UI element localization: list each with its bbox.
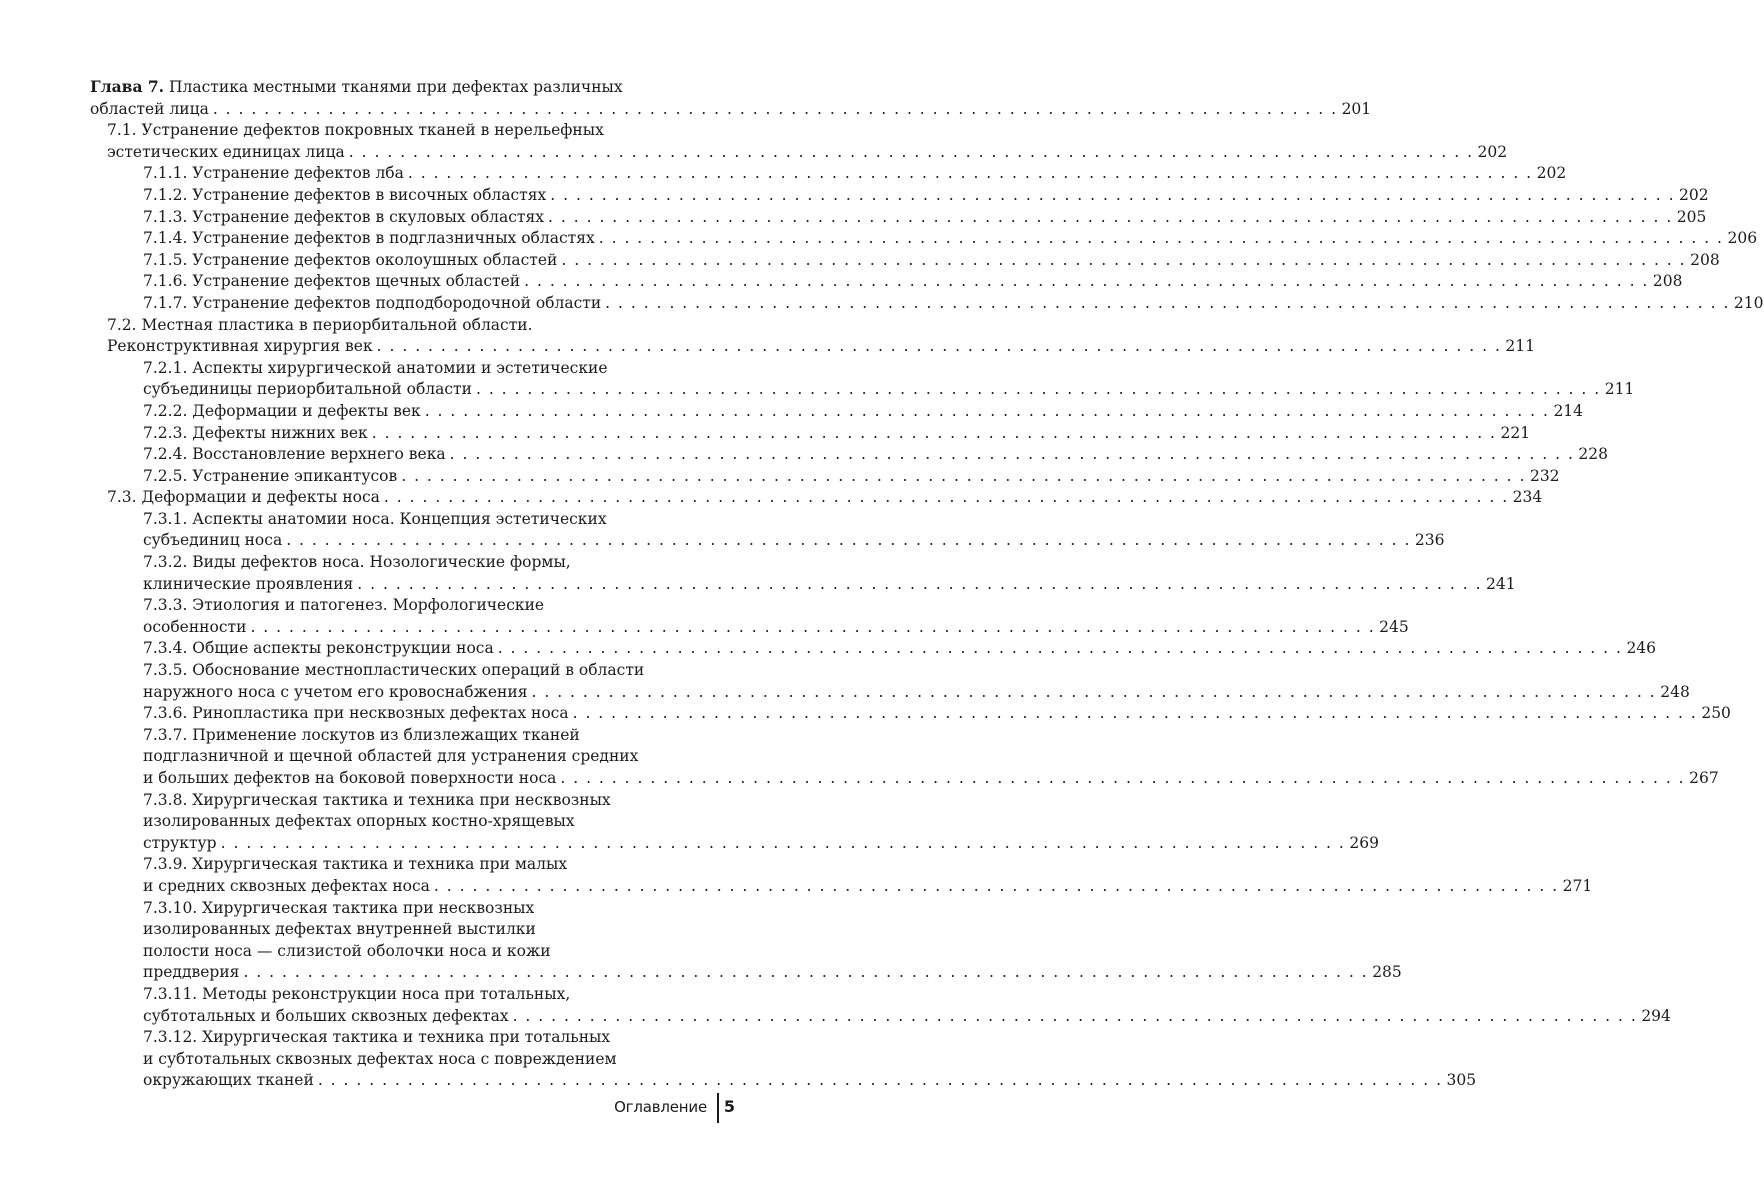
toc-subsection-entry[interactable]	[90, 854, 1593, 897]
toc-subsection-entry[interactable]	[90, 444, 1608, 466]
dot-leader: . . . . . . . . . . . . . . . . . . . . . . . . . . . . . . . . . . . . . . . . . . . . . . . . . . . . . . . . . . . . . . . . . . . . . . . . . . . . . . . . . . . . . . . .	[572, 704, 1698, 723]
toc-subsection-entry[interactable]	[90, 271, 1683, 293]
page-number: 236	[1414, 531, 1445, 550]
toc-line	[143, 552, 720, 574]
folio-number: 5	[723, 1097, 735, 1116]
dot-leader: . . . . . . . . . . . . . . . . . . . . . . . . . . . . . . . . . . . . . . . . . . . . . . . . . . . . . . . . . . . . . . . . . . . . . . . . . . . . . . . . . . . . . . . .	[286, 531, 1411, 550]
toc-line	[143, 790, 720, 812]
toc-entry-title-line: наружного носа с учетом его кровоснабжения	[143, 682, 528, 701]
toc-line	[143, 185, 1709, 207]
toc-subsection-entry[interactable]	[90, 207, 1707, 229]
toc-line	[143, 1006, 1671, 1028]
page-number: 305	[1446, 1071, 1477, 1090]
toc-line	[143, 271, 1683, 293]
dot-leader: . . . . . . . . . . . . . . . . . . . . . . . . . . . . . . . . . . . . . . . . . . . . . . . . . . . . . . . . . . . . . . . . . . . . . . . . . . . . . . . . . . . . . . . .	[531, 682, 1657, 701]
page-number: 245	[1379, 617, 1409, 636]
toc-entry-title-line: 7.3.6. Ринопластика при несквозных дефектах носа	[143, 704, 569, 723]
toc-entry-title-line: особенности	[143, 617, 247, 636]
dot-leader: . . . . . . . . . . . . . . . . . . . . . . . . . . . . . . . . . . . . . . . . . . . . . . . . . . . . . . . . . . . . . . . . . . . . . . . . . . . . . . . . . . . . . . . .	[424, 401, 1550, 420]
toc-subsection-entry[interactable]	[90, 250, 1720, 272]
toc-line	[143, 207, 1707, 229]
toc-line	[143, 358, 720, 380]
page-number: 267	[1689, 769, 1719, 787]
toc-subsection-entry[interactable]	[90, 790, 1379, 855]
toc-subsection-entry[interactable]	[90, 509, 1445, 552]
toc-entry-title-line: 7.3.4. Общие аспекты реконструкции носа	[143, 639, 494, 658]
toc-entry-title-line: 7.1.3. Устранение дефектов в скуловых областях	[143, 207, 545, 226]
toc-entry-title-line: и субтотальных сквозных дефектах носа с повреждением	[143, 1049, 617, 1068]
toc-entry-title-line: 7.2.1. Аспекты хирургической анатомии и эстетические	[143, 358, 608, 377]
toc-line	[143, 833, 1379, 855]
dot-leader: . . . . . . . . . . . . . . . . . . . . . . . . . . . . . . . . . . . . . . . . . . . . . . . . . . . . . . . . . . . . . . . . . . . . . . . . . . . . . . . . . . . . . . . .	[598, 229, 1724, 248]
toc-entry-title-line: 7.1.7. Устранение дефектов подподбородочной области	[143, 293, 602, 312]
page-number: 202	[1477, 142, 1508, 161]
toc-entry-title-line: Реконструктивная хирургия век	[107, 337, 373, 356]
page-number: 269	[1349, 833, 1379, 852]
toc-line	[143, 746, 720, 768]
toc-line	[143, 163, 1567, 185]
toc-entry-title-line: 7.1.1. Устранение дефектов лба	[143, 164, 404, 183]
dot-leader: . . . . . . . . . . . . . . . . . . . . . . . . . . . . . . . . . . . . . . . . . . . . . . . . . . . . . . . . . . . . . . . . . . . . . . . . . . . . . . . . . . . . . . . .	[371, 423, 1497, 442]
page-number: 214	[1553, 401, 1584, 420]
toc-line	[143, 660, 720, 682]
toc-subsection-entry[interactable]	[90, 163, 1567, 185]
toc-line	[107, 120, 720, 142]
page-number: 241	[1486, 574, 1516, 593]
chapter-number: Глава 7.	[90, 77, 165, 96]
page-number: 208	[1652, 272, 1683, 291]
toc-subsection-entry[interactable]	[90, 401, 1584, 423]
toc-line	[90, 99, 1372, 121]
toc-line	[107, 142, 1508, 164]
toc-line	[143, 919, 720, 941]
page-number: 248	[1660, 682, 1690, 701]
toc-line	[143, 768, 1719, 790]
dot-leader: . . . . . . . . . . . . . . . . . . . . . . . . . . . . . . . . . . . . . . . . . . . . . . . . . . . . . . . . . . . . . . . . . . . . . . . . . . . . . . . . . . . . . . . .	[212, 99, 1338, 118]
toc-entry-title-line: 7.3.12. Хирургическая тактика и техника при тотальных	[143, 1028, 611, 1047]
toc-entry-title-line: изолированных дефектах опорных костно-хрящевых	[143, 812, 575, 831]
toc-entry-title-line: 7.1.4. Устранение дефектов в подглазничных областях	[143, 229, 595, 248]
dot-leader: . . . . . . . . . . . . . . . . . . . . . . . . . . . . . . . . . . . . . . . . . . . . . . . . . . . . . . . . . . . . . . . . . . . . . . . . . . . . . . . . . . . . . . . .	[550, 185, 1676, 204]
toc-entry-title-line: 7.2.5. Устранение эпикантусов	[143, 466, 398, 485]
dot-leader: . . . . . . . . . . . . . . . . . . . . . . . . . . . . . . . . . . . . . . . . . . . . . . . . . . . . . . . . . . . . . . . . . . . . . . . . . . . . . . . . . . . . . . . .	[449, 445, 1575, 464]
toc-line	[143, 962, 1402, 984]
toc-line	[143, 1027, 720, 1049]
toc-line	[143, 984, 720, 1006]
toc-entry-title-line: изолированных дефектах внутренней выстилки	[143, 920, 536, 939]
toc-entry-title-line: 7.3.7. Применение лоскутов из близлежащих тканей	[143, 725, 580, 744]
toc-subsection-entry[interactable]	[90, 423, 1531, 445]
page-number: 246	[1626, 639, 1657, 658]
toc-entry-title-line: полости носа — слизистой оболочки носа и кожи	[143, 941, 551, 960]
toc-line	[143, 682, 1690, 704]
toc-subsection-entry[interactable]	[90, 293, 1764, 315]
toc-section-entry[interactable]	[90, 315, 1535, 358]
toc-entries	[90, 120, 1764, 1092]
page-footer	[600, 1093, 735, 1123]
toc-line	[143, 1070, 1477, 1092]
toc-entry-title-line: 7.3.2. Виды дефектов носа. Нозологические формы,	[143, 553, 571, 572]
toc-entry-title-line: 7.3. Деформации и дефекты носа	[107, 488, 380, 507]
dot-leader: . . . . . . . . . . . . . . . . . . . . . . . . . . . . . . . . . . . . . . . . . . . . . . . . . . . . . . . . . . . . . . . . . . . . . . . . . . . . . . . . . . . . . . . .	[357, 574, 1483, 593]
toc-line	[107, 487, 1543, 509]
toc-line	[143, 401, 1584, 423]
dot-leader: . . . . . . . . . . . . . . . . . . . . . . . . . . . . . . . . . . . . . . . . . . . . . . . . . . . . . . . . . . . . . . . . . . . . . . . . . . . . . . . . . . . . . . . .	[560, 769, 1686, 787]
toc-line	[143, 898, 720, 920]
dot-leader: . . . . . . . . . . . . . . . . . . . . . . . . . . . . . . . . . . . . . . . . . . . . . . . . . . . . . . . . . . . . . . . . . . . . . . . . . . . . . . . . . . . . . . . .	[407, 164, 1533, 183]
page-number: 250	[1701, 704, 1731, 723]
dot-leader: . . . . . . . . . . . . . . . . . . . . . . . . . . . . . . . . . . . . . . . . . . . . . . . . . . . . . . . . . . . . . . . . . . . . . . . . . . . . . . . . . . . . . . . .	[605, 293, 1730, 312]
toc-line	[143, 423, 1531, 445]
page-number: 211	[1604, 380, 1635, 399]
toc-entry-title-line: эстетических единицах лица	[107, 142, 345, 161]
dot-leader: . . . . . . . . . . . . . . . . . . . . . . . . . . . . . . . . . . . . . . . . . . . . . . . . . . . . . . . . . . . . . . . . . . . . . . . . . . . . . . . . . . . . . . . .	[220, 833, 1346, 852]
dot-leader: . . . . . . . . . . . . . . . . . . . . . . . . . . . . . . . . . . . . . . . . . . . . . . . . . . . . . . . . . . . . . . . . . . . . . . . . . . . . . . . . . . . . . . . .	[548, 207, 1673, 226]
page-number: 221	[1500, 423, 1531, 442]
toc-entry-title-line: и больших дефектов на боковой поверхности носа	[143, 769, 557, 787]
toc-entry-title-line: и средних сквозных дефектах носа	[143, 876, 430, 895]
toc-section-entry[interactable]	[90, 487, 1543, 509]
toc-chapter-entry	[90, 76, 1372, 120]
page-number: 285	[1372, 963, 1402, 982]
toc-line	[143, 1049, 720, 1071]
page-number: 294	[1641, 1006, 1671, 1025]
dot-leader: . . . . . . . . . . . . . . . . . . . . . . . . . . . . . . . . . . . . . . . . . . . . . . . . . . . . . . . . . . . . . . . . . . . . . . . . . . . . . . . . . . . . . . . .	[561, 250, 1687, 269]
toc-entry-title-line: 7.1.5. Устранение дефектов околоушных областей	[143, 250, 558, 269]
toc-subsection-entry[interactable]	[90, 638, 1657, 660]
dot-leader: . . . . . . . . . . . . . . . . . . . . . . . . . . . . . . . . . . . . . . . . . . . . . . . . . . . . . . . . . . . . . . . . . . . . . . . . . . . . . . . . . . . . . . . .	[401, 466, 1526, 485]
running-section-label: Оглавление	[614, 1098, 707, 1116]
dot-leader: . . . . . . . . . . . . . . . . . . . . . . . . . . . . . . . . . . . . . . . . . . . . . . . . . . . . . . . . . . . . . . . . . . . . . . . . . . . . . . . . . . . . . . . .	[524, 272, 1649, 291]
toc-subsection-entry[interactable]	[90, 552, 1516, 595]
dot-leader: . . . . . . . . . . . . . . . . . . . . . . . . . . . . . . . . . . . . . . . . . . . . . . . . . . . . . . . . . . . . . . . . . . . . . . . . . . . . . . . . . . . . . . . .	[376, 337, 1502, 356]
toc-subsection-entry[interactable]	[90, 1027, 1477, 1092]
dot-leader: . . . . . . . . . . . . . . . . . . . . . . . . . . . . . . . . . . . . . . . . . . . . . . . . . . . . . . . . . . . . . . . . . . . . . . . . . . . . . . . . . . . . . . . .	[433, 876, 1559, 895]
footer-divider	[717, 1093, 719, 1123]
toc-entry-title-line: преддверия	[143, 963, 240, 982]
toc-entry-title-line: структур	[143, 833, 217, 852]
page-number: 202	[1679, 185, 1709, 204]
toc-line	[143, 811, 720, 833]
toc-subsection-entry[interactable]	[90, 595, 1409, 638]
toc-subsection-entry[interactable]	[90, 660, 1690, 703]
toc-entry-title-line: 7.3.11. Методы реконструкции носа при тотальных,	[143, 984, 571, 1003]
toc-entry-title-line: 7.1.6. Устранение дефектов щечных областей	[143, 272, 521, 291]
toc-line	[143, 617, 1409, 639]
toc-line	[143, 379, 1635, 401]
dot-leader: . . . . . . . . . . . . . . . . . . . . . . . . . . . . . . . . . . . . . . . . . . . . . . . . . . . . . . . . . . . . . . . . . . . . . . . . . . . . . . . . . . . . . . . .	[512, 1006, 1638, 1025]
toc-entry-title-line: субъединиц носа	[143, 531, 283, 550]
toc-subsection-entry[interactable]	[90, 898, 1402, 984]
toc-entry-title-line: 7.2.4. Восстановление верхнего века	[143, 445, 446, 464]
toc-entry-title-line: клинические проявления	[143, 574, 354, 593]
toc-line	[143, 444, 1608, 466]
toc-section-entry[interactable]	[90, 120, 1508, 163]
toc-line	[107, 336, 1535, 358]
page-number: 210	[1733, 293, 1764, 312]
toc-line	[143, 638, 1657, 660]
toc-entry-title-line: 7.2. Местная пластика в периорбитальной области.	[107, 315, 533, 334]
toc-subsection-entry[interactable]	[90, 185, 1709, 207]
page-number: 202	[1536, 164, 1567, 183]
toc-line	[107, 315, 720, 337]
toc-entry-title-line: окружающих тканей	[143, 1071, 314, 1090]
toc-line	[143, 876, 1593, 898]
toc-line	[143, 574, 1516, 596]
toc-entry-title-line: 7.2.3. Дефекты нижних век	[143, 423, 368, 442]
toc-entry-title-line: подглазничной и щечной областей для устранения средних	[143, 747, 639, 766]
toc-line	[90, 76, 720, 99]
toc-entry-title-line: субъединицы периорбитальной области	[143, 380, 472, 399]
toc-entry-title-line: 7.3.10. Хирургическая тактика при несквозных	[143, 898, 535, 917]
dot-leader: . . . . . . . . . . . . . . . . . . . . . . . . . . . . . . . . . . . . . . . . . . . . . . . . . . . . . . . . . . . . . . . . . . . . . . . . . . . . . . . . . . . . . . . .	[317, 1071, 1443, 1090]
toc-subsection-entry[interactable]	[90, 703, 1731, 725]
page-number: 201	[1341, 99, 1372, 118]
toc-line	[143, 293, 1764, 315]
toc-entry-title-line: 7.3.3. Этиология и патогенез. Морфологические	[143, 596, 545, 615]
page-number: 205	[1676, 207, 1707, 226]
page-number: 271	[1562, 876, 1593, 895]
toc-line	[143, 509, 720, 531]
toc-subsection-entry[interactable]	[90, 466, 1560, 488]
page-number: 206	[1727, 229, 1758, 248]
chapter-title-line: Пластика местными тканями при дефектах различных	[169, 78, 623, 96]
page-number: 208	[1690, 250, 1720, 269]
toc-entry-title-line: 7.3.9. Хирургическая тактика и техника при малых	[143, 855, 568, 874]
toc-entry-title-line: 7.2.2. Деформации и дефекты век	[143, 401, 421, 420]
toc-subsection-entry[interactable]	[90, 984, 1671, 1027]
toc-line	[143, 941, 720, 963]
page-number: 232	[1529, 466, 1560, 485]
toc-entry-title-line: 7.3.1. Аспекты анатомии носа. Концепция эстетических	[143, 509, 607, 528]
toc-subsection-entry[interactable]	[90, 358, 1635, 401]
dot-leader: . . . . . . . . . . . . . . . . . . . . . . . . . . . . . . . . . . . . . . . . . . . . . . . . . . . . . . . . . . . . . . . . . . . . . . . . . . . . . . . . . . . . . . . .	[497, 639, 1623, 658]
toc-entry-title-line: 7.1.2. Устранение дефектов в височных областях	[143, 185, 547, 204]
toc-entry-title-line: 7.3.5. Обоснование местнопластических операций в области	[143, 661, 645, 680]
toc-line	[143, 228, 1758, 250]
page-number: 234	[1512, 488, 1543, 507]
toc-subsection-entry[interactable]	[90, 228, 1758, 250]
dot-leader: . . . . . . . . . . . . . . . . . . . . . . . . . . . . . . . . . . . . . . . . . . . . . . . . . . . . . . . . . . . . . . . . . . . . . . . . . . . . . . . . . . . . . . . .	[475, 380, 1601, 399]
dot-leader: . . . . . . . . . . . . . . . . . . . . . . . . . . . . . . . . . . . . . . . . . . . . . . . . . . . . . . . . . . . . . . . . . . . . . . . . . . . . . . . . . . . . . . . .	[383, 488, 1509, 507]
toc-line	[143, 725, 720, 747]
toc-subsection-entry[interactable]	[90, 725, 1719, 790]
toc-entry-title-line: 7.1. Устранение дефектов покровных тканей в нерельефных	[107, 121, 604, 140]
dot-leader: . . . . . . . . . . . . . . . . . . . . . . . . . . . . . . . . . . . . . . . . . . . . . . . . . . . . . . . . . . . . . . . . . . . . . . . . . . . . . . . . . . . . . . . .	[250, 617, 1376, 636]
chapter-title-line: областей лица	[90, 99, 209, 118]
page-number: 228	[1578, 445, 1608, 464]
toc-line	[143, 703, 1731, 725]
toc-line	[143, 854, 720, 876]
table-of-contents	[90, 76, 1764, 1092]
toc-entry-title-line: 7.3.8. Хирургическая тактика и техника при несквозных	[143, 790, 611, 809]
toc-line	[143, 595, 720, 617]
toc-line	[143, 250, 1720, 272]
toc-entry-title-line: субтотальных и больших сквозных дефектах	[143, 1006, 509, 1025]
dot-leader: . . . . . . . . . . . . . . . . . . . . . . . . . . . . . . . . . . . . . . . . . . . . . . . . . . . . . . . . . . . . . . . . . . . . . . . . . . . . . . . . . . . . . . . .	[348, 142, 1474, 161]
dot-leader: . . . . . . . . . . . . . . . . . . . . . . . . . . . . . . . . . . . . . . . . . . . . . . . . . . . . . . . . . . . . . . . . . . . . . . . . . . . . . . . . . . . . . . . .	[243, 963, 1369, 982]
page-number: 211	[1505, 337, 1535, 356]
toc-line	[143, 530, 1445, 552]
toc-line	[143, 466, 1560, 488]
